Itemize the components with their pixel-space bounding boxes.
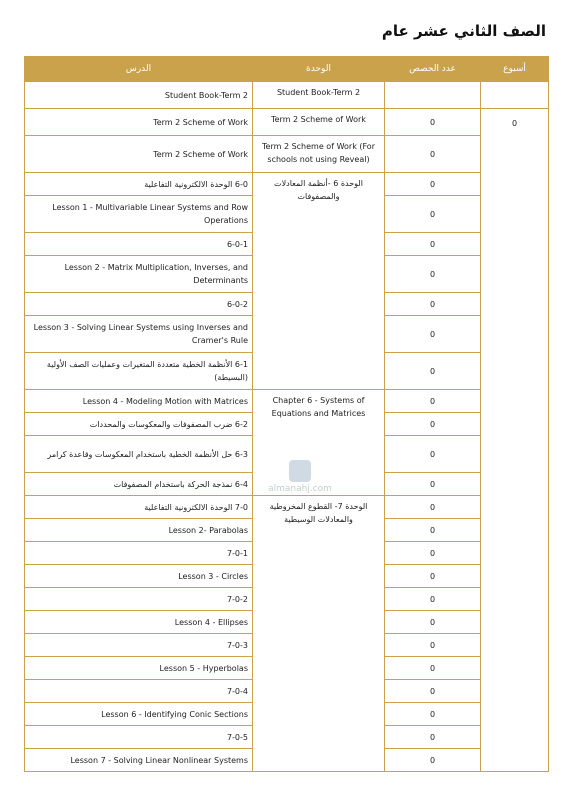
scheme-table	[24, 56, 549, 772]
unit-cell: الوحدة 7- القطوع المخروطية والمعادلات الوسيطية	[253, 496, 385, 772]
lesson-cell: Lesson 4 - Modeling Motion with Matrices	[25, 390, 253, 413]
table-row	[25, 136, 549, 173]
periods-cell: 0	[385, 136, 481, 173]
week-cell: 0	[481, 109, 549, 772]
lesson-cell: Lesson 2- Parabolas	[25, 519, 253, 542]
lesson-cell: 6-0-2	[25, 293, 253, 316]
periods-cell: 0	[385, 293, 481, 316]
periods-cell: 0	[385, 233, 481, 256]
periods-cell: 0	[385, 173, 481, 196]
page-title: الصف الثاني عشر عام	[381, 22, 546, 40]
week-cell-empty	[481, 82, 549, 109]
unit-cell: Chapter 6 - Systems of Equations and Matrices	[253, 390, 385, 496]
unit-cell: Term 2 Scheme of Work (For schools not using Reveal)	[253, 136, 385, 173]
header-periods: عدد الحصص	[385, 57, 481, 82]
header-unit: الوحدة	[253, 57, 385, 82]
unit-cell: Term 2 Scheme of Work	[253, 109, 385, 136]
periods-cell: 0	[385, 565, 481, 588]
periods-cell: 0	[385, 109, 481, 136]
periods-cell: 0	[385, 634, 481, 657]
lesson-cell: 6-2 ضرب المصفوفات والمعكوسات والمحددات	[25, 413, 253, 436]
periods-cell: 0	[385, 473, 481, 496]
periods-cell: 0	[385, 588, 481, 611]
lesson-cell: Term 2 Scheme of Work	[25, 109, 253, 136]
lesson-cell: 6-3 حل الأنظمة الخطية باستخدام المعكوسات وقاعدة كرامر	[25, 436, 253, 473]
scheme-table-wrap	[24, 56, 548, 772]
lesson-cell: Lesson 3 - Solving Linear Systems using Inverses and Cramer's Rule	[25, 316, 253, 353]
lesson-cell: Lesson 5 - Hyperbolas	[25, 657, 253, 680]
lesson-cell: 6-4 نمذجة الحركة باستخدام المصفوفات	[25, 473, 253, 496]
table-row	[25, 173, 549, 196]
unit-cell: Student Book-Term 2	[253, 82, 385, 109]
table-row	[25, 390, 549, 413]
lesson-cell: Student Book-Term 2	[25, 82, 253, 109]
periods-cell: 0	[385, 413, 481, 436]
lesson-cell: 7-0-5	[25, 726, 253, 749]
header-lesson: الدرس	[25, 57, 253, 82]
periods-cell: 0	[385, 611, 481, 634]
lesson-cell: Lesson 3 - Circles	[25, 565, 253, 588]
periods-cell: 0	[385, 316, 481, 353]
periods-cell: 0	[385, 657, 481, 680]
lesson-cell: 7-0-4	[25, 680, 253, 703]
lesson-cell: 7-0-2	[25, 588, 253, 611]
periods-cell: 0	[385, 256, 481, 293]
lesson-cell: 6-0 الوحدة الالكترونية التفاعلية	[25, 173, 253, 196]
periods-cell: 0	[385, 542, 481, 565]
table-row	[25, 82, 549, 109]
periods-cell: 0	[385, 390, 481, 413]
lesson-cell: Lesson 1 - Multivariable Linear Systems and Row Operations	[25, 196, 253, 233]
watermark-site: almanahj.com	[268, 484, 332, 494]
header-week: أسبوع	[481, 57, 549, 82]
periods-cell: 0	[385, 196, 481, 233]
lesson-cell: Lesson 2 - Matrix Multiplication, Inverses, and Determinants	[25, 256, 253, 293]
lesson-cell: 6-1 الأنظمة الخطية متعددة المتغيرات وعمليات الصف الأولية (البسيطة)	[25, 353, 253, 390]
periods-cell	[385, 82, 481, 109]
periods-cell: 0	[385, 436, 481, 473]
lesson-cell: 7-0-1	[25, 542, 253, 565]
lesson-cell: Lesson 4 - Ellipses	[25, 611, 253, 634]
lesson-cell: Lesson 7 - Solving Linear Nonlinear Systems	[25, 749, 253, 772]
periods-cell: 0	[385, 680, 481, 703]
table-row	[25, 496, 549, 519]
table-header-row	[25, 57, 549, 82]
periods-cell: 0	[385, 353, 481, 390]
periods-cell: 0	[385, 519, 481, 542]
table-row	[25, 109, 549, 136]
lesson-cell: 6-0-1	[25, 233, 253, 256]
periods-cell: 0	[385, 726, 481, 749]
periods-cell: 0	[385, 496, 481, 519]
periods-cell: 0	[385, 703, 481, 726]
unit-cell: الوحدة 6 -أنظمة المعادلات والمصفوفات	[253, 173, 385, 390]
periods-cell: 0	[385, 749, 481, 772]
lesson-cell: 7-0-3	[25, 634, 253, 657]
lesson-cell: 7-0 الوحدة الالكترونية التفاعلية	[25, 496, 253, 519]
lesson-cell: Term 2 Scheme of Work	[25, 136, 253, 173]
lesson-cell: Lesson 6 - Identifying Conic Sections	[25, 703, 253, 726]
